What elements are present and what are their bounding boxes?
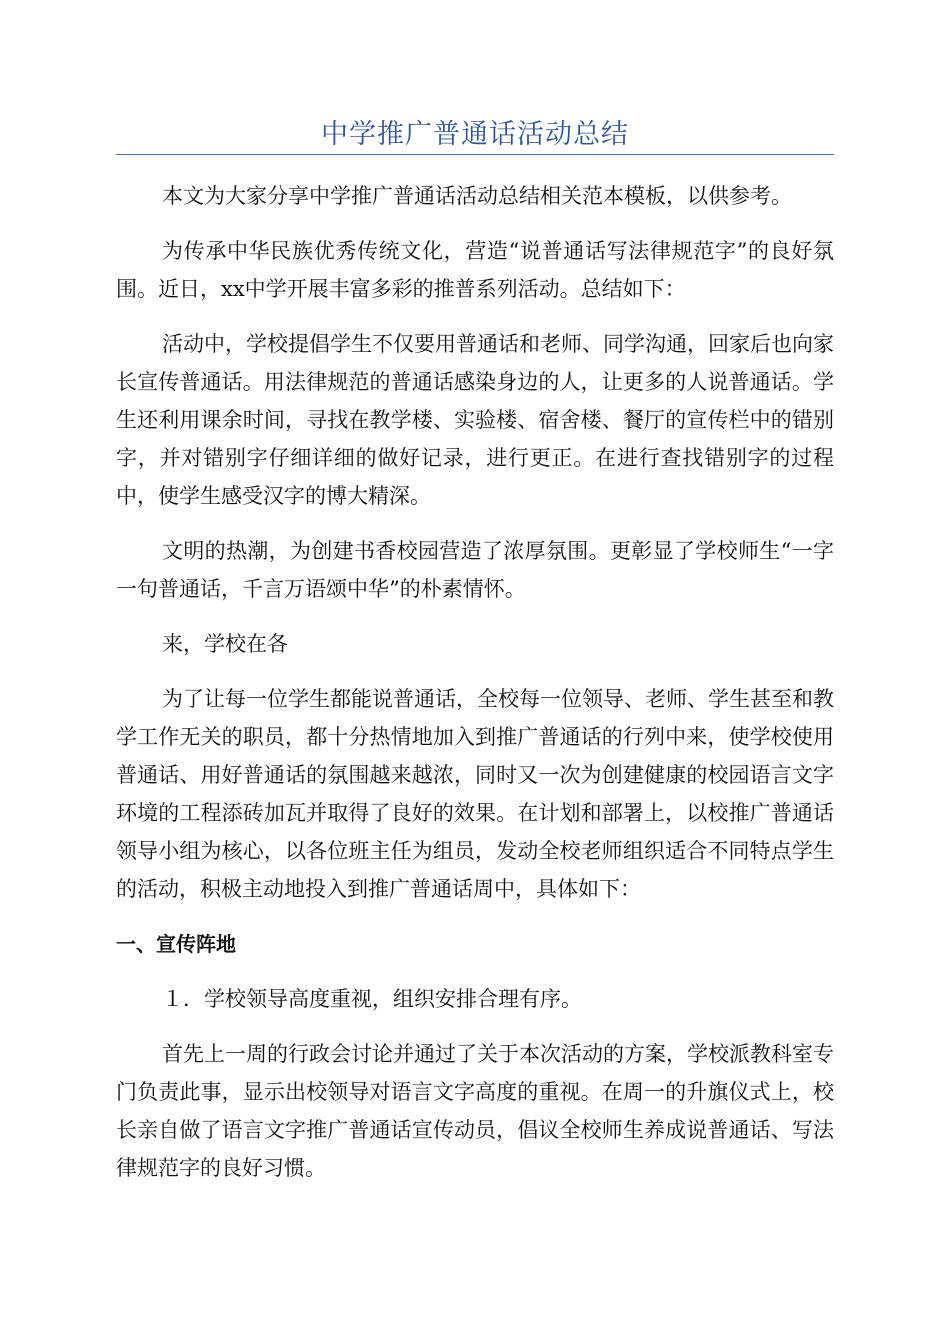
intro-paragraph: 本文为大家分享中学推广普通话活动总结相关范本模板，以供参考。 (162, 184, 792, 208)
body-paragraph: 首先上一周的行政会讨论并通过了关于本次活动的方案，学校派教科室专门负责此事，显示出校领导对语言文字高度的重视。在周一的升旗仪式上，校长亲自做了语言文字推广普通话宣传动员，倡议全校师生养成说普通话、写法律规范字的良好习惯。 (116, 1042, 834, 1180)
title-underline (116, 154, 834, 155)
section-heading: 一、宣传阵地 (116, 932, 236, 956)
document-page (116, 0, 834, 1187)
body-paragraph: 活动中，学校提倡学生不仅要用普通话和老师、同学沟通，回家后也向家长宣传普通话。用法律规范的普通话感染身边的人，让更多的人说普通话。学生还利用课余时间，寻找在教学楼、实验楼、宿舍楼、餐厅的宣传栏中的错别字，并对错别字仔细详细的做好记录，进行更正。在进行查找错别字的过程中，使学生感受汉字的博大精深。 (116, 332, 834, 508)
body-paragraph: 来，学校在各 (162, 632, 288, 656)
document-body (116, 177, 834, 1187)
body-paragraph: 为传承中华民族优秀传统文化，营造“说普通话写法律规范字”的良好氛围。近日，xx中学开展丰富多彩的推普系列活动。总结如下： (116, 239, 834, 301)
body-paragraph: 为了让每一位学生都能说普通话，全校每一位领导、老师、学生甚至和教学工作无关的职员，都十分热情地加入到推广普通话的行列中来，使学校使用普通话、用好普通话的氛围越来越浓，同时又一次为创建健康的校园语言文字环境的工程添砖加瓦并取得了良好的效果。在计划和部署上，以校推广普通话领导小组为核心，以各位班主任为组员，发动全校老师组织适合不同特点学生的活动，积极主动地投入到推广普通话周中，具体如下： (116, 687, 834, 901)
body-paragraph: 文明的热潮，为创建书香校园营造了浓厚氛围。更彰显了学校师生“一字一句普通话，千言万语颂中华”的朴素情怀。 (116, 539, 834, 601)
list-item: １．学校领导高度重视，组织安排合理有序。 (162, 987, 582, 1011)
document-title: 中学推广普通话活动总结 (321, 119, 629, 150)
